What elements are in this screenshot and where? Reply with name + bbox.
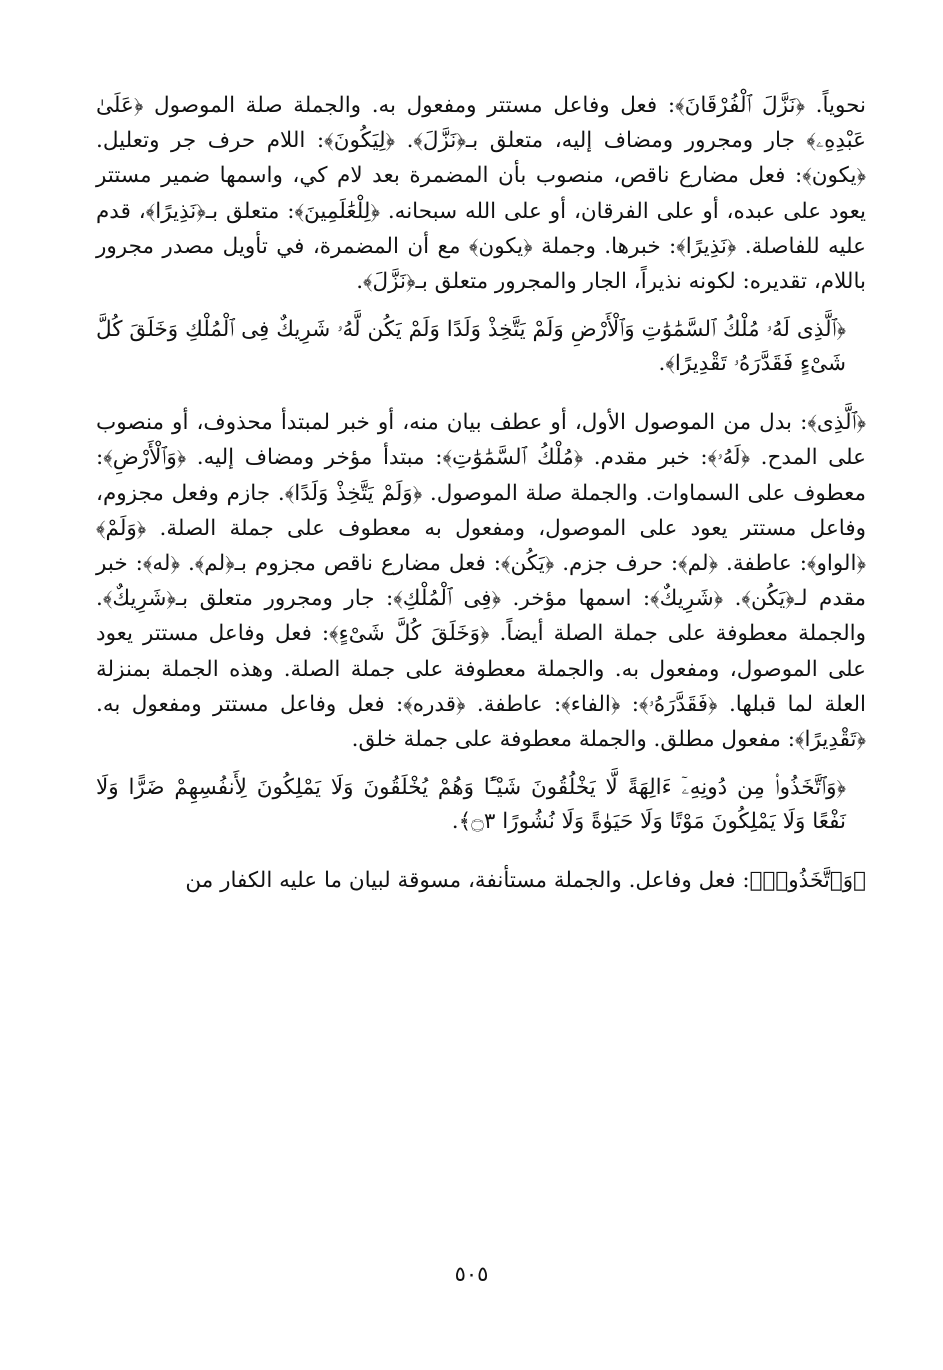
paragraph-grammar-3: ﴿وَٱتَّخَذُوا۟﴾: فعل وفاعل. والجملة مستأنفة، مسوقة لبيان ما عليه الكفار من (185, 868, 866, 894)
page-body (96, 88, 866, 898)
paragraph-grammar-1: نحوياً. ﴿نَزَّلَ ٱلْفُرْقَانَ﴾: فعل وفاعل مستتر ومفعول به. والجملة صلة الموصول ﴿عَلَىٰ عَبْدِهِۦ﴾ جار ومجرور ومضاف إليه، متعلق بـ﴿نَزَّلَ﴾. ﴿لِيَكُونَ﴾: اللام حرف جر وتعليل. ﴿يكون﴾: فعل مضارع ناقص، منصوب بأن المضمرة بعد لام كي، واسمها ضمير مستتر يعود على عبده، أو على الفرقان، أو على الله سبحانه. ﴿لِلْعَٰلَمِينَ﴾: متعلق بـ﴿نَذِيرًا﴾، قدم عليه للفاصلة. ﴿نَذِيرًا﴾: خبرها. وجملة ﴿يكون﴾ مع أن المضمرة، في تأويل مصدر مجرور باللام، تقديره: لكونه نذيراً، الجار والمجرور متعلق بـ﴿نَزَّلَ﴾. (96, 93, 866, 295)
page-number: ٥٠٥ (454, 1262, 489, 1286)
quran-verse-3: ﴿وَٱتَّخَذُوا۟ مِن دُونِهِۦٓ ءَالِهَةً لَّا يَخْلُقُونَ شَيْـًٔا وَهُمْ يُخْلَقُونَ وَلَا يَمْلِكُونَ لِأَنفُسِهِمْ ضَرًّا وَلَا نَفْعًا وَلَا يَمْلِكُونَ مَوْتًا وَلَا حَيَوٰةً وَلَا نُشُورًا ۝٣﴾. (96, 775, 846, 835)
quran-verse-2: ﴿ٱلَّذِى لَهُۥ مُلْكُ ٱلسَّمَٰوَٰتِ وَٱلْأَرْضِ وَلَمْ يَتَّخِذْ وَلَدًا وَلَمْ يَكُن لَّهُۥ شَرِيكٌ فِى ٱلْمُلْكِ وَخَلَقَ كُلَّ شَىْءٍ فَقَدَّرَهُۥ تَقْدِيرًا﴾. (96, 317, 846, 377)
paragraph-grammar-2: ﴿ٱلَّذِى﴾: بدل من الموصول الأول، أو عطف بيان منه، أو خبر لمبتدأ محذوف، أو منصوب على المدح. ﴿لَهُۥ﴾: خبر مقدم. ﴿مُلْكُ ٱلسَّمَٰوَٰتِ﴾: مبتدأ مؤخر ومضاف إليه. ﴿وَٱلْأَرْضِ﴾: معطوف على السماوات. والجملة صلة الموصول. ﴿وَلَمْ يَتَّخِذْ وَلَدًا﴾. جازم وفعل مجزوم، وفاعل مستتر يعود على الموصول، ومفعول به معطوف على جملة الصلة. ﴿وَلَمْ﴾ ﴿الواو﴾: عاطفة. ﴿لم﴾: حرف جزم. ﴿يَكُن﴾: فعل مضارع ناقص مجزوم بـ﴿لم﴾. ﴿له﴾: خبر مقدم لـ﴿يَكُن﴾. ﴿شَرِيكٌ﴾: اسمها مؤخر. ﴿فِى ٱلْمُلْكِ﴾: جار ومجرور متعلق بـ﴿شَرِيكٌ﴾. والجملة معطوفة على جملة الصلة أيضاً. ﴿وَخَلَقَ كُلَّ شَىْءٍ﴾: فعل وفاعل مستتر يعود على الموصول، ومفعول به. والجملة معطوفة على جملة الصلة. وهذه الجملة بمنزلة العلة لما قبلها. ﴿فَقَدَّرَهُۥ﴾: ﴿الفاء﴾: عاطفة. ﴿قدره﴾: فعل وفاعل مستتر ومفعول به. ﴿تَقْدِيرًا﴾: مفعول مطلق. والجملة معطوفة على جملة خلق. (96, 410, 866, 753)
